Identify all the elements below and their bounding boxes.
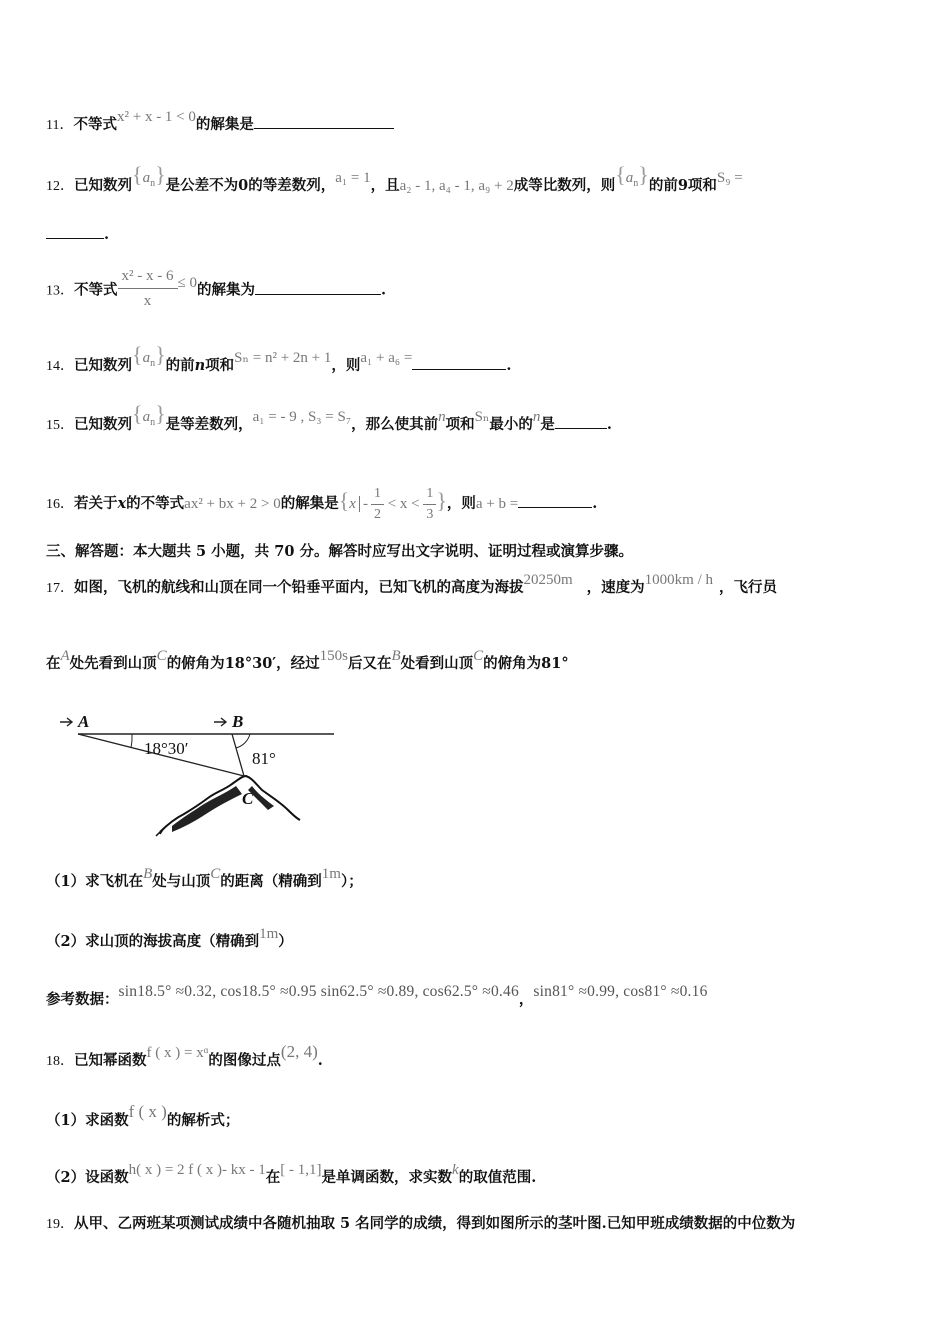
- inequality: x² + x - 1 < 0: [116, 109, 196, 125]
- angle-arc-a: [131, 734, 132, 748]
- sightline-b: [232, 734, 244, 776]
- question-13: 13．不等式 $\frac{\text{x² - x - 6}}{x}$ ≤ 0的解集为 .: [46, 268, 387, 309]
- question-12: 12．已知数列$\{a_n\}$是公差不为0的等差数列，a₁ = 1，且a₂ - 1, a₄ - 1, a₉ + 2成等比数列，则$\{a_n\}$的前9项和S₉ =: [46, 162, 743, 194]
- answer-blank[interactable]: [255, 280, 381, 295]
- flight-diagram: [48, 706, 348, 840]
- question-15: 15．已知数列$\{a_n\}$是等差数列，a₁ = - 9 , S₃ = S₇，那么使其前n项和Sₙ最小的n是 .: [46, 401, 612, 433]
- label-c: C: [242, 789, 254, 808]
- question-number: 13．: [46, 283, 74, 299]
- question-17-part-2: （2）求山顶的海拔高度（精确到1m）: [46, 926, 293, 950]
- arrow-b-icon: [214, 718, 226, 726]
- answer-blank[interactable]: [254, 114, 394, 129]
- question-17-part-1: （1）求飞机在B处与山顶C的距离（精确到1m）；: [46, 866, 363, 890]
- question-number: 17．: [46, 581, 74, 596]
- question-14: 14．已知数列$\{a_n\}$的前n项和Sₙ = n² + 2n + 1，则a₁ + a₆ = .: [46, 342, 512, 374]
- question-17: 17．如图，飞机的航线和山顶在同一个铅垂平面内，已知飞机的高度为海拔20250m ，速度为1000km / h ，飞行员: [46, 572, 778, 596]
- solution-set: {x - $\frac{1}{2}$ < x < $\frac{1}{3}$ }: [338, 486, 447, 522]
- section-3-title: 三、解答题：本大题共 5 小题，共 70 分。解答时应写出文字说明、证明过程或演算步骤。: [46, 543, 633, 560]
- question-18: 18．已知幂函数f ( x ) = xᵅ的图像过点(2, 4).: [46, 1042, 323, 1069]
- mountain-base-marks: [156, 828, 164, 836]
- question-18-part-2: （2）设函数h( x ) = 2 f ( x )- kx - 1在[ - 1,1]是单调函数，求实数k的取值范围.: [46, 1162, 537, 1186]
- fraction: $\frac{\text{x² - x - 6}}{x}$: [118, 266, 178, 311]
- arrow-a-icon: [60, 718, 72, 726]
- label-a: A: [78, 712, 90, 731]
- question-number: 19．: [46, 1217, 74, 1232]
- answer-blank[interactable]: [46, 224, 104, 239]
- mountain-shading: [172, 786, 242, 832]
- question-number: 18．: [46, 1054, 74, 1069]
- question-number: 12．: [46, 179, 74, 194]
- answer-blank[interactable]: [555, 414, 607, 429]
- question-19: 19．从甲、乙两班某项测试成绩中各随机抽取 5 名同学的成绩，得到如图所示的茎叶图.已知甲班成绩数据的中位数为: [46, 1215, 796, 1232]
- question-number: 14．: [46, 359, 74, 374]
- reference-data: 参考数据：sin18.5° ≈0.32, cos18.5° ≈0.95 sin62.5° ≈0.89, cos62.5° ≈0.46，sin81° ≈0.99, cos81° ≈0.16: [46, 983, 708, 1008]
- angle-label-a: 18°30′: [144, 739, 189, 758]
- answer-blank[interactable]: [518, 493, 592, 508]
- label-b: B: [232, 712, 244, 731]
- answer-blank[interactable]: [412, 355, 506, 370]
- question-12-blank-line: .: [46, 224, 904, 245]
- question-18-part-1: （1）求函数f ( x )的解析式；: [46, 1102, 240, 1129]
- question-11: 11．不等式x² + x - 1 < 0的解集是: [46, 114, 904, 136]
- question-number: 15．: [46, 418, 74, 433]
- question-number: 16．: [46, 496, 74, 512]
- question-number: 11．: [46, 118, 74, 133]
- question-16: 16．若关于x的不等式ax² + bx + 2 > 0的解集是{x - $\frac{1}{2}$ < x < $\frac{1}{3}$ }，则a + b = .: [46, 486, 598, 522]
- angle-arc-b: [236, 734, 250, 748]
- question-17-line-2: 在A处先看到山顶C的俯角为18°30′，经过150s后又在B处看到山顶C的俯角为81°: [46, 648, 569, 672]
- geometric-terms: a₂ - 1, a₄ - 1, a₉ + 2: [399, 178, 514, 194]
- angle-label-b: 81°: [252, 749, 276, 768]
